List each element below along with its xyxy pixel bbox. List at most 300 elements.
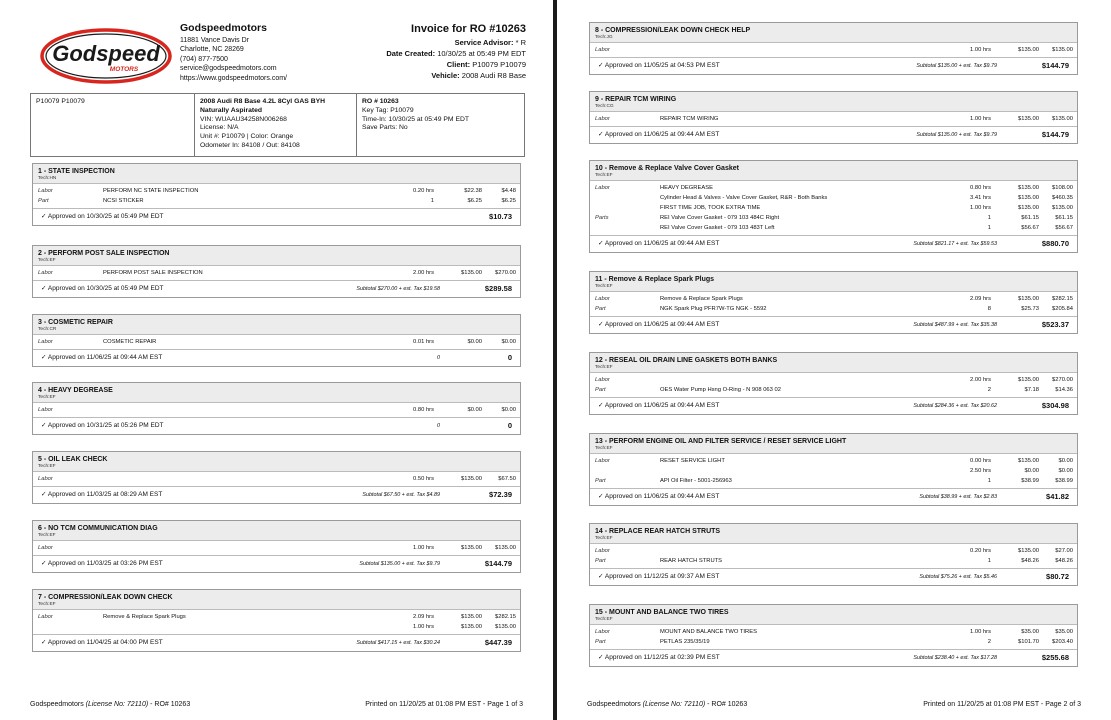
ro-number: RO # 10263: [362, 98, 399, 105]
job-lines: [590, 544, 1077, 569]
date-created: Date Created: 10/30/25 at 05:49 PM EDT: [386, 49, 526, 58]
job-tech: Tech:EF: [595, 446, 613, 451]
job-subtotal: Subtotal $284.36 + est. Tax $20.62: [913, 403, 997, 409]
godspeed-logo: [40, 28, 172, 84]
line-amount: $61.15: [1055, 215, 1073, 221]
line-type: Labor: [38, 476, 53, 482]
vehicle-license: License: N/A: [200, 124, 239, 132]
job-header: [33, 164, 520, 184]
job-line: [33, 622, 520, 632]
job-line: [590, 476, 1077, 486]
job-block: [589, 523, 1078, 586]
line-rate: $22.38: [464, 188, 482, 194]
client: Client: P10079 P10079: [446, 60, 526, 69]
job-footer: [590, 127, 1077, 143]
job-title: 2 - PERFORM POST SALE INSPECTION: [38, 250, 170, 257]
line-desc: REI Valve Cover Gasket - 079 103 484C Right: [660, 215, 780, 221]
approval-status: ✓ Approved on 11/05/25 at 04:53 PM EST: [598, 62, 720, 69]
line-type: Labor: [38, 270, 53, 276]
invoice-page-2: [557, 0, 1111, 720]
line-type: Part: [595, 478, 606, 484]
line-amount: $203.40: [1052, 639, 1073, 645]
line-type: Labor: [38, 614, 53, 620]
job-line: [590, 637, 1077, 647]
line-amount: $460.35: [1052, 195, 1073, 201]
job-header: [590, 353, 1077, 373]
job-block: [589, 271, 1078, 334]
line-desc: Remove & Replace Spark Plugs: [103, 614, 186, 620]
job-title: 8 - COMPRESSION/LEAK DOWN CHECK HELP: [595, 27, 751, 34]
job-lines: [33, 184, 520, 209]
line-qty: 1: [987, 478, 991, 484]
line-amount: $135.00: [1052, 47, 1073, 53]
job-total: 0: [507, 353, 512, 362]
approval-status: ✓ Approved on 11/12/25 at 02:39 PM EST: [598, 654, 720, 661]
line-rate: $56.67: [1021, 225, 1039, 231]
job-tech: Tech:EF: [38, 258, 56, 263]
invoice-summary: [386, 22, 526, 81]
job-block: [32, 382, 521, 435]
line-amount: $0.00: [501, 339, 516, 345]
line-desc: REPAIR TCM WIRING: [660, 116, 719, 122]
line-type: Labor: [38, 339, 53, 345]
line-qty: 1: [987, 558, 991, 564]
job-header: [590, 524, 1077, 544]
approval-status: ✓ Approved on 11/06/25 at 09:44 AM EST: [598, 240, 720, 247]
service-advisor: Service Advisor: * R: [454, 38, 526, 47]
line-amount: $35.00: [1055, 629, 1073, 635]
job-line: [590, 546, 1077, 556]
approval-status: ✓ Approved on 11/04/25 at 04:00 PM EST: [41, 639, 163, 646]
line-qty: 3.41 hrs: [970, 195, 991, 201]
company-info: [180, 22, 287, 83]
line-desc: COSMETIC REPAIR: [103, 339, 157, 345]
job-total: $447.39: [484, 638, 512, 647]
job-header: [33, 590, 520, 610]
job-lines: [33, 403, 520, 418]
job-tech: Tech:EF: [38, 395, 56, 400]
line-desc: MOUNT AND BALANCE TWO TIRES: [660, 629, 757, 635]
customer-id: P10079 P10079: [36, 98, 85, 105]
job-subtotal: 0: [437, 423, 440, 429]
job-total: $304.98: [1041, 401, 1069, 410]
line-desc: NGK Spark Plug PFR7W-TG NGK - 5592: [660, 306, 767, 312]
job-title: 4 - HEAVY DEGREASE: [38, 387, 113, 394]
line-amount: $135.00: [1052, 116, 1073, 122]
line-rate: $135.00: [1018, 377, 1039, 383]
line-qty: 0.80 hrs: [970, 185, 991, 191]
approval-status: ✓ Approved on 11/03/25 at 03:26 PM EST: [41, 560, 163, 567]
save-parts: Save Parts: No: [362, 124, 408, 132]
job-title: 14 - REPLACE REAR HATCH STRUTS: [595, 528, 721, 535]
line-desc: Cylinder Head & Valves - Valve Cover Gasket, R&R - Both Banks: [660, 195, 828, 201]
job-total: $72.39: [489, 490, 512, 499]
job-line: [590, 213, 1077, 223]
job-block: [32, 451, 521, 504]
line-rate: $48.26: [1021, 558, 1039, 564]
company-phone: (704) 877-7500: [180, 55, 228, 63]
job-line: [590, 203, 1077, 213]
line-rate: $135.00: [461, 614, 482, 620]
footer-printed: Printed on 11/20/25 at 01:08 PM EST - Page 2 of 3: [923, 701, 1081, 708]
job-total: $80.72: [1046, 572, 1069, 581]
line-desc: PETLAS 235/35/19: [660, 639, 710, 645]
line-qty: 1: [987, 225, 991, 231]
line-amount: $6.25: [501, 198, 516, 204]
line-amount: $0.00: [1058, 468, 1073, 474]
job-subtotal: Subtotal $135.00 + est. Tax $9.79: [359, 561, 440, 567]
line-rate: $101.70: [1018, 639, 1039, 645]
line-qty: 1.00 hrs: [970, 629, 991, 635]
line-rate: $135.00: [461, 545, 482, 551]
job-header: [590, 272, 1077, 292]
line-type: Labor: [595, 185, 610, 191]
job-footer: [33, 556, 520, 572]
line-qty: 1.00 hrs: [970, 47, 991, 53]
job-subtotal: Subtotal $135.00 + est. Tax $9.79: [916, 63, 997, 69]
job-line: [590, 45, 1077, 55]
job-footer: [590, 58, 1077, 74]
job-title: 9 - REPAIR TCM WIRING: [595, 96, 677, 103]
job-block: [589, 91, 1078, 144]
line-qty: 2.09 hrs: [413, 614, 434, 620]
job-header: [590, 605, 1077, 625]
line-rate: $135.00: [1018, 116, 1039, 122]
job-line: [33, 337, 520, 347]
job-footer: [33, 487, 520, 503]
job-lines: [590, 43, 1077, 58]
job-header: [590, 161, 1077, 181]
line-desc: RESET SERVICE LIGHT: [660, 458, 725, 464]
job-title: 13 - PERFORM ENGINE OIL AND FILTER SERVICE / RESET SERVICE LIGHT: [595, 438, 847, 445]
job-footer: [33, 281, 520, 297]
approval-status: ✓ Approved on 10/30/25 at 05:49 PM EDT: [41, 213, 164, 220]
line-qty: 1.00 hrs: [413, 624, 434, 630]
line-desc: Remove & Replace Spark Plugs: [660, 296, 743, 302]
approval-status: ✓ Approved on 11/06/25 at 09:44 AM EST: [598, 321, 720, 328]
job-footer: [590, 489, 1077, 505]
line-type: Part: [38, 198, 49, 204]
job-lines: [33, 541, 520, 556]
job-lines: [590, 454, 1077, 489]
job-total: $144.79: [1041, 61, 1069, 70]
approval-status: ✓ Approved on 10/30/25 at 05:49 PM EDT: [41, 285, 164, 292]
job-lines: [33, 335, 520, 350]
line-qty: 0.80 hrs: [413, 407, 434, 413]
line-qty: 1: [987, 215, 991, 221]
line-amount: $282.15: [1052, 296, 1073, 302]
job-title: 3 - COSMETIC REPAIR: [38, 319, 113, 326]
job-tech: Tech:EF: [38, 602, 56, 607]
line-amount: $135.00: [1052, 205, 1073, 211]
company-name: Godspeedmotors: [180, 22, 267, 34]
line-rate: $61.15: [1021, 215, 1039, 221]
job-block: [589, 160, 1078, 253]
job-lines: [33, 610, 520, 635]
job-block: [589, 604, 1078, 667]
line-type: Labor: [38, 545, 53, 551]
line-amount: $108.00: [1052, 185, 1073, 191]
job-line: [33, 474, 520, 484]
job-line: [590, 385, 1077, 395]
line-amount: $4.48: [501, 188, 516, 194]
job-header: [33, 315, 520, 335]
vehicle-info-box: [30, 93, 525, 157]
job-header: [33, 246, 520, 266]
job-title: 10 - Remove & Replace Valve Cover Gasket: [595, 165, 739, 172]
footer-printed: Printed on 11/20/25 at 01:08 PM EST - Page 1 of 3: [365, 701, 523, 708]
job-line: [590, 375, 1077, 385]
line-qty: 0.20 hrs: [413, 188, 434, 194]
line-desc: PERFORM NC STATE INSPECTION: [103, 188, 199, 194]
job-lines: [590, 181, 1077, 236]
job-lines: [33, 472, 520, 487]
line-qty: 2.09 hrs: [970, 296, 991, 302]
line-rate: $0.00: [467, 339, 482, 345]
job-line: [590, 114, 1077, 124]
line-amount: $135.00: [495, 624, 516, 630]
company-email[interactable]: service@godspeedmotors.com: [180, 65, 277, 73]
job-subtotal: Subtotal $38.99 + est. Tax $2.83: [919, 494, 997, 500]
line-desc: PERFORM POST SALE INSPECTION: [103, 270, 203, 276]
job-total: $144.79: [484, 559, 512, 568]
job-subtotal: Subtotal $238.40 + est. Tax $17.28: [913, 655, 997, 661]
line-qty: 0.20 hrs: [970, 548, 991, 554]
footer-left: Godspeedmotors (License No: 72110) - RO# 10263: [587, 701, 748, 708]
approval-status: ✓ Approved on 10/31/25 at 05:26 PM EDT: [41, 422, 164, 429]
job-tech: Tech:EF: [595, 617, 613, 622]
line-rate: $135.00: [1018, 47, 1039, 53]
job-block: [32, 589, 521, 652]
job-footer: [33, 418, 520, 434]
line-rate: $7.18: [1024, 387, 1039, 393]
line-type: Labor: [595, 296, 610, 302]
job-total: $41.82: [1046, 492, 1069, 501]
line-rate: $135.00: [1018, 195, 1039, 201]
footer-left: Godspeedmotors (License No: 72110) - RO# 10263: [30, 701, 191, 708]
line-desc: REAR HATCH STRUTS: [660, 558, 723, 564]
line-amount: $38.99: [1055, 478, 1073, 484]
vehicle-desc: 2008 Audi R8 Base 4.2L 8Cyl GAS BYH: [200, 98, 326, 105]
line-rate: $135.00: [1018, 458, 1039, 464]
line-amount: $27.00: [1055, 548, 1073, 554]
line-amount: $135.00: [495, 545, 516, 551]
job-line: [590, 556, 1077, 566]
line-type: Part: [595, 387, 606, 393]
job-subtotal: Subtotal $75.26 + est. Tax $5.46: [919, 574, 997, 580]
line-amount: $56.67: [1055, 225, 1073, 231]
job-tech: Tech:HN: [38, 176, 57, 181]
line-type: Parts: [595, 215, 609, 221]
line-amount: $282.15: [495, 614, 516, 620]
line-type: Labor: [595, 548, 610, 554]
job-block: [32, 314, 521, 367]
line-type: Labor: [38, 407, 53, 413]
line-type: Labor: [595, 116, 610, 122]
job-total: $289.58: [484, 284, 512, 293]
job-line: [590, 456, 1077, 466]
line-type: Labor: [38, 188, 53, 194]
job-tech: Tech:EF: [38, 533, 56, 538]
line-rate: $135.00: [1018, 185, 1039, 191]
approval-status: ✓ Approved on 11/12/25 at 09:37 AM EST: [598, 573, 720, 580]
job-tech: Tech:CR: [38, 327, 57, 332]
job-tech: Tech:EF: [595, 536, 613, 541]
job-title: 6 - NO TCM COMMUNICATION DIAG: [38, 525, 158, 532]
line-desc: HEAVY DEGREASE: [660, 185, 713, 191]
line-amount: $270.00: [495, 270, 516, 276]
line-desc: OES Water Pump Hsng O-Ring - N 908 063 02: [660, 387, 781, 393]
job-line: [590, 627, 1077, 637]
line-amount: $0.00: [1058, 458, 1073, 464]
job-block: [32, 163, 521, 226]
job-tech: Tech:EF: [38, 464, 56, 469]
job-footer: [590, 236, 1077, 252]
customer-column: [31, 94, 195, 156]
job-title: 11 - Remove & Replace Spark Plugs: [595, 276, 715, 283]
line-qty: 1.00 hrs: [970, 205, 991, 211]
job-block: [589, 433, 1078, 506]
invoice-page-1: [0, 0, 553, 720]
approval-status: ✓ Approved on 11/06/25 at 09:44 AM EST: [598, 131, 720, 138]
line-type: Part: [595, 306, 606, 312]
approval-status: ✓ Approved on 11/06/25 at 09:44 AM EST: [41, 354, 163, 361]
line-rate: $135.00: [1018, 548, 1039, 554]
job-tech: Tech:EF: [595, 173, 613, 178]
time-in: Time-In: 10/30/25 at 05:49 PM EDT: [362, 115, 470, 123]
line-qty: 1: [430, 198, 434, 204]
job-subtotal: Subtotal $487.99 + est. Tax $35.38: [913, 322, 997, 328]
job-footer: [33, 209, 520, 225]
job-lines: [590, 112, 1077, 127]
job-subtotal: 0: [437, 355, 440, 361]
line-amount: $14.36: [1055, 387, 1073, 393]
line-rate: $135.00: [1018, 296, 1039, 302]
job-line: [590, 193, 1077, 203]
line-qty: 0.01 hrs: [413, 339, 434, 345]
line-rate: $6.25: [467, 198, 482, 204]
line-rate: $35.00: [1021, 629, 1039, 635]
job-header: [33, 521, 520, 541]
ro-column: [357, 94, 524, 156]
job-header: [590, 434, 1077, 454]
job-block: [32, 520, 521, 573]
line-desc: NCSI STICKER: [103, 198, 144, 204]
job-block: [589, 22, 1078, 75]
line-rate: $135.00: [1018, 205, 1039, 211]
job-block: [32, 245, 521, 298]
job-title: 1 - STATE INSPECTION: [38, 168, 115, 175]
invoice-title: Invoice for RO #10263: [411, 23, 526, 35]
line-desc: API Oil Filter - 5001-256963: [660, 478, 732, 484]
line-qty: 1.00 hrs: [413, 545, 434, 551]
line-amount: $205.84: [1052, 306, 1073, 312]
line-type: Labor: [595, 458, 610, 464]
vehicle-unit: Unit #: P10079 | Color: Orange: [200, 133, 294, 141]
job-title: 7 - COMPRESSION/LEAK DOWN CHECK: [38, 594, 173, 601]
job-lines: [590, 373, 1077, 398]
job-line: [590, 466, 1077, 476]
line-qty: 2: [987, 639, 991, 645]
job-line: [33, 186, 520, 196]
job-lines: [590, 625, 1077, 650]
job-lines: [590, 292, 1077, 317]
job-title: 15 - MOUNT AND BALANCE TWO TIRES: [595, 609, 729, 616]
job-line: [33, 612, 520, 622]
approval-status: ✓ Approved on 11/06/25 at 09:44 AM EST: [598, 493, 720, 500]
line-desc: FIRST TIME JOB, TOOK EXTRA TIME: [660, 205, 761, 211]
line-qty: 2: [987, 387, 991, 393]
job-title: 12 - RESEAL OIL DRAIN LINE GASKETS BOTH BANKS: [595, 357, 778, 364]
line-type: Part: [595, 558, 606, 564]
job-footer: [590, 398, 1077, 414]
job-total: 0: [507, 421, 512, 430]
line-type: Part: [595, 639, 606, 645]
line-qty: 8: [987, 306, 991, 312]
key-tag: Key Tag: P10079: [362, 106, 414, 114]
job-line: [590, 304, 1077, 314]
line-qty: 2.50 hrs: [970, 468, 991, 474]
line-amount: $48.26: [1055, 558, 1073, 564]
job-header: [33, 452, 520, 472]
job-total: $10.73: [489, 212, 512, 221]
line-desc: REI Valve Cover Gasket - 079 103 483T Left: [660, 225, 775, 231]
job-footer: [33, 635, 520, 651]
job-line: [33, 405, 520, 415]
job-subtotal: Subtotal $270.00 + est. Tax $19.58: [356, 286, 440, 292]
line-amount: $67.50: [498, 476, 516, 482]
job-title: 5 - OIL LEAK CHECK: [38, 456, 108, 463]
line-amount: $270.00: [1052, 377, 1073, 383]
line-rate: $25.73: [1021, 306, 1039, 312]
line-rate: $135.00: [461, 476, 482, 482]
line-qty: 2.00 hrs: [413, 270, 434, 276]
approval-status: ✓ Approved on 11/06/25 at 09:44 AM EST: [598, 402, 720, 409]
line-rate: $135.00: [461, 624, 482, 630]
line-rate: $135.00: [461, 270, 482, 276]
job-line: [33, 268, 520, 278]
line-amount: $0.00: [501, 407, 516, 413]
job-line: [33, 196, 520, 206]
logo-submark: MOTORS: [109, 66, 139, 73]
approval-status: ✓ Approved on 11/03/25 at 08:29 AM EST: [41, 491, 163, 498]
job-header: [33, 383, 520, 403]
job-line: [590, 183, 1077, 193]
job-footer: [33, 350, 520, 366]
job-tech: Tech:JG: [595, 35, 613, 40]
vehicle-vin: VIN: WUAAU34258N006268: [200, 115, 287, 123]
vehicle-aspiration: Naturally Aspirated: [200, 106, 263, 114]
line-qty: 0.50 hrs: [413, 476, 434, 482]
invoice-header: [30, 20, 526, 86]
job-tech: Tech:CG: [595, 104, 614, 109]
company-address1: 11881 Vance Davis Dr: [180, 37, 249, 44]
company-website[interactable]: https://www.godspeedmotors.com/: [180, 74, 287, 82]
line-type: Labor: [595, 377, 610, 383]
line-qty: 1.00 hrs: [970, 116, 991, 122]
job-subtotal: Subtotal $135.00 + est. Tax $9.79: [916, 132, 997, 138]
job-total: $523.37: [1041, 320, 1069, 329]
job-subtotal: Subtotal $67.50 + est. Tax $4.89: [362, 492, 440, 498]
job-subtotal: Subtotal $417.15 + est. Tax $30.24: [356, 640, 440, 646]
job-tech: Tech:EF: [595, 365, 613, 370]
logo-wordmark: Godspeed: [52, 41, 160, 66]
line-rate: $0.00: [1024, 468, 1039, 474]
job-block: [589, 352, 1078, 415]
job-header: [590, 92, 1077, 112]
line-type: Labor: [595, 629, 610, 635]
job-footer: [590, 317, 1077, 333]
